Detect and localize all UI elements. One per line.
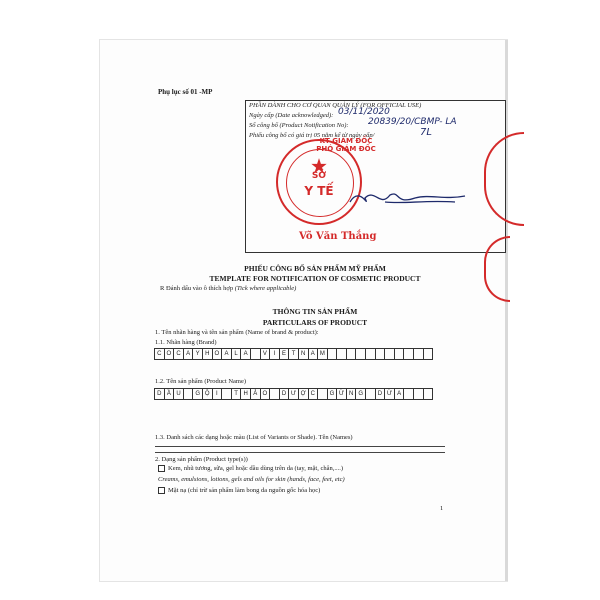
brand-char-cell: A <box>183 348 194 360</box>
brand-char-cell: M <box>317 348 328 360</box>
question-1-2: 1.2. Tên sản phẩm (Product Name) <box>155 378 247 385</box>
product-char-cell: D <box>154 388 165 400</box>
director-line-1: KT GIÁM ĐỐC <box>319 137 373 145</box>
tick-note-vi: R Đánh dấu vào ô thích hợp <box>160 285 234 292</box>
brand-char-cell: H <box>202 348 213 360</box>
brand-char-cell: N <box>298 348 309 360</box>
product-char-cell: G <box>355 388 366 400</box>
product-char-cell: Ừ <box>384 388 395 400</box>
form-title-en: TEMPLATE FOR NOTIFICATION OF COSMETIC PRODUCT <box>209 274 421 283</box>
brand-char-cell: O <box>164 348 175 360</box>
question-1: 1. Tên nhãn hàng và tên sản phẩm (Name of brand & product): <box>155 329 319 336</box>
notification-number-label: Số công bố (Product Notification No): <box>249 122 349 129</box>
option-creams-vi: Kem, nhũ tương, sữa, gel hoặc dầu dùng trên da (tay, mặt, chân,....) <box>168 465 344 472</box>
brand-char-cell: A <box>308 348 319 360</box>
seal-text-yte: Y TẾ <box>304 184 334 198</box>
section-title-vi: THÔNG TIN SẢN PHẨM <box>272 307 358 316</box>
brand-char-cell: O <box>212 348 223 360</box>
product-char-cell: D <box>375 388 386 400</box>
brand-char-cell: A <box>240 348 251 360</box>
signer-name: Võ Văn Thắng <box>299 231 377 242</box>
brand-char-cell: C <box>154 348 165 360</box>
product-char-cell: N <box>346 388 357 400</box>
brand-char-cell: T <box>288 348 299 360</box>
brand-char-cell: L <box>231 348 242 360</box>
validity-label: Phiếu công bố có giá trị 05 năm kể từ ngày cấp/ <box>249 132 375 139</box>
checkbox-masks[interactable] <box>158 487 165 494</box>
tick-note <box>160 285 296 292</box>
product-char-cell: Ừ <box>336 388 347 400</box>
director-line-2: PHÓ GIÁM ĐỐC <box>316 145 376 153</box>
notification-number-value: 20839/20/CBMP- LA <box>368 117 457 127</box>
product-char-cell: U <box>173 388 184 400</box>
product-char-cell: H <box>240 388 251 400</box>
date-acknowledged-label: Ngày cấp (Date acknowledged): <box>249 112 334 119</box>
date-acknowledged-value: 03/11/2020 <box>338 107 390 117</box>
brand-char-cell: I <box>269 348 280 360</box>
product-char-cell: A <box>394 388 405 400</box>
brand-char-cell: C <box>173 348 184 360</box>
section-title-en: PARTICULARS OF PRODUCT <box>262 318 368 327</box>
option-masks-vi: Mặt nạ (chỉ trừ sản phẩm làm bong da nguồn gốc hóa học) <box>168 487 321 494</box>
product-char-grid <box>155 388 433 400</box>
product-char-cell: D <box>279 388 290 400</box>
tick-note-en: (Tick where applicable) <box>234 285 297 292</box>
validity-value: 7L <box>420 127 432 138</box>
brand-char-cell: E <box>279 348 290 360</box>
brand-char-cell <box>423 348 434 360</box>
product-char-cell <box>423 388 434 400</box>
brand-char-cell: Y <box>192 348 203 360</box>
official-box-title: PHẦN DÀNH CHO CƠ QUAN QUẢN LÝ (FOR OFFICIAL USE) <box>249 102 422 109</box>
product-char-cell: Ầ <box>164 388 175 400</box>
product-char-cell: Ợ <box>298 388 309 400</box>
checkbox-creams[interactable] <box>158 465 165 472</box>
signature-graphic <box>345 180 475 215</box>
question-2: 2. Dạng sản phẩm (Product type(s)) <box>155 456 248 463</box>
page-mark: 1 <box>440 505 444 512</box>
product-char-cell: G <box>327 388 338 400</box>
option-creams-en: Creams, emulsions, lotions, gels and oils for skin (hands, face, feet, etc) <box>158 476 345 483</box>
product-char-cell: I <box>212 388 223 400</box>
product-char-cell: Ả <box>250 388 261 400</box>
variants-line-2 <box>155 452 445 453</box>
question-1-3: 1.3. Danh sách các dạng hoặc màu (List of Variants or Shade). Tên (Names) <box>155 434 353 441</box>
variants-line-1 <box>155 446 445 447</box>
brand-char-cell: A <box>221 348 232 360</box>
product-char-cell: Ư <box>288 388 299 400</box>
seal-text-so: SỞ <box>311 171 327 181</box>
form-title-vi: PHIẾU CÔNG BỐ SẢN PHẨM MỸ PHẨM <box>244 264 386 273</box>
brand-char-grid <box>155 348 433 360</box>
product-char-cell: G <box>192 388 203 400</box>
product-char-cell: Ộ <box>202 388 213 400</box>
product-char-cell: C <box>308 388 319 400</box>
question-1-1: 1.1. Nhãn hàng (Brand) <box>155 339 217 346</box>
product-char-cell: O <box>260 388 271 400</box>
appendix-label: Phụ lục số 01 -MP <box>158 88 213 96</box>
product-char-cell: T <box>231 388 242 400</box>
brand-char-cell: V <box>260 348 271 360</box>
